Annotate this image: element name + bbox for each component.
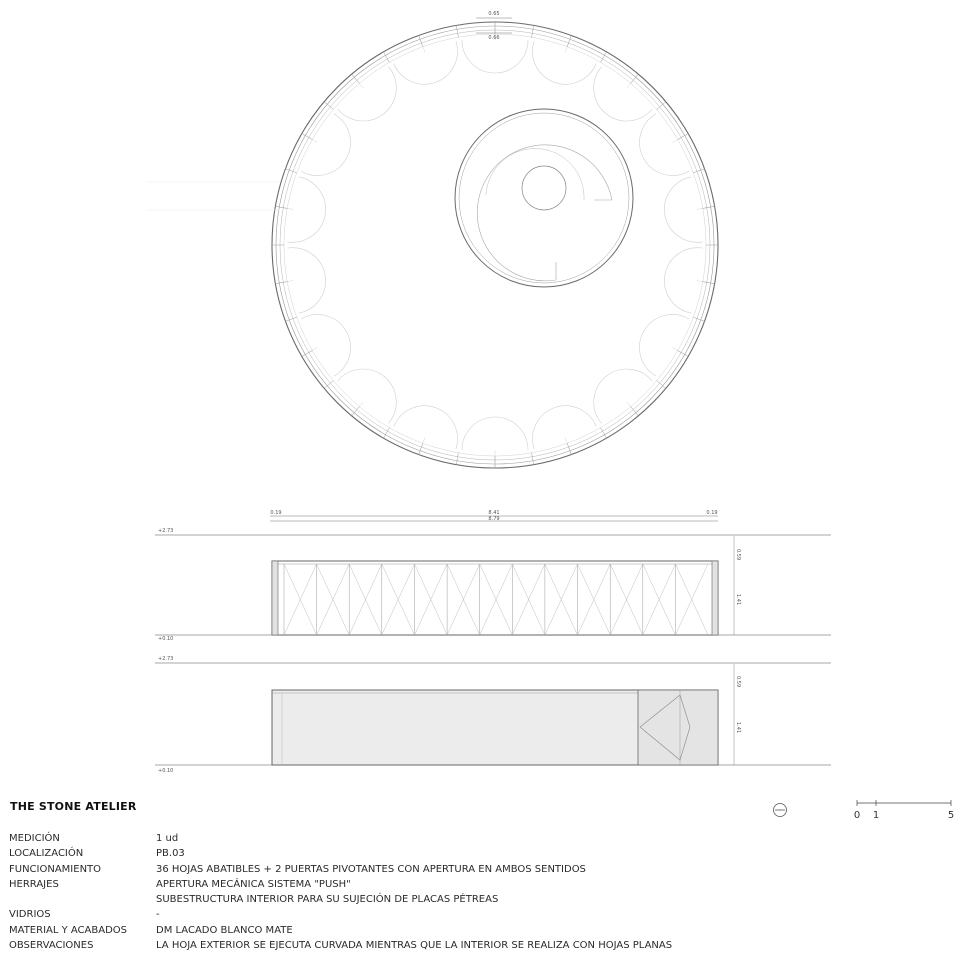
plan-dim-inner: 0.66 [488, 35, 500, 41]
door-swing-arc [533, 41, 597, 84]
scale-bar [854, 800, 954, 821]
spiral-stair [477, 145, 612, 281]
panel-joint [693, 317, 704, 321]
panel-joint [456, 453, 458, 465]
plan-dim-outer: 0.65 [488, 11, 500, 17]
spec-value: - [156, 909, 160, 921]
door-panels [284, 564, 708, 635]
spec-value: APERTURA MECÁNICA SISTEMA "PUSH" [156, 878, 351, 890]
spec-label: MATERIAL Y ACABADOS [9, 924, 128, 936]
spec-row-herrajes [9, 877, 672, 892]
stair-core [522, 166, 566, 210]
door-swing-arc [594, 67, 652, 121]
door-swing-arc [287, 248, 325, 313]
panel-bracing [578, 564, 611, 635]
panel-joint [419, 443, 423, 454]
spec-label: MEDICIÓN [9, 833, 60, 844]
panel-bracing [480, 564, 513, 635]
panel-bracing [512, 564, 545, 635]
spec-row-localizacion [9, 846, 672, 861]
panel-bracing [349, 564, 382, 635]
doors-frame [272, 561, 718, 635]
outer-wall-inner-line [276, 26, 714, 464]
frame-right-jamb [712, 561, 718, 635]
panel-joint [456, 25, 458, 37]
door-swing-arc [664, 177, 702, 242]
spec-value: 36 HOJAS ABATIBLES + 2 PUERTAS PIVOTANTES CON APERTURA EN AMBOS SENTIDOS [156, 863, 586, 875]
panel-bracing [610, 564, 643, 635]
north-arrow-icon [774, 804, 787, 817]
spec-row-herrajes-cont [9, 892, 672, 907]
panel-joint [419, 35, 423, 46]
spec-row-observaciones [9, 938, 672, 953]
top-level-label-2: +2.73 [158, 656, 174, 662]
spiral-stair-ends [556, 200, 612, 280]
panel-joint [532, 25, 534, 37]
panel-joint [567, 443, 571, 454]
door-swing-arc [338, 67, 396, 121]
door-leaf-ring [280, 30, 710, 460]
scale-label-0: 0 [853, 810, 861, 821]
panel-joint [275, 282, 287, 284]
scale-label-1: 1 [872, 810, 880, 821]
dim-center-width: 8.41 [488, 510, 500, 516]
panel-joint [703, 206, 715, 208]
panel-bracing [643, 564, 676, 635]
base-level-label-2: +0.10 [158, 768, 174, 774]
panel-bracing [545, 564, 578, 635]
project-title: THE STONE ATELIER [10, 800, 137, 813]
spec-value: PB.03 [156, 848, 185, 860]
spec-label: LOCALIZACIÓN [9, 848, 84, 860]
central-column-outer [455, 109, 633, 287]
dim-panel-height-2: 1.41 [735, 722, 741, 734]
door-swing-arc [462, 40, 528, 73]
door-swing-arc [394, 406, 458, 449]
spec-label: HERRAJES [9, 878, 59, 890]
dim-left-offset: 0.19 [270, 510, 282, 516]
spec-label: VIDRIOS [9, 909, 51, 921]
panel-joint [567, 35, 571, 46]
panel-joint [693, 169, 704, 173]
specification-table [9, 831, 672, 953]
door-swing-arc [287, 177, 325, 242]
panel-bracing [382, 564, 415, 635]
door-swing-arc [394, 41, 458, 84]
dim-right-offset: 0.19 [706, 510, 718, 516]
spec-row-medicion [9, 831, 672, 846]
panel-bracing [284, 564, 317, 635]
spec-label: FUNCIONAMIENTO [9, 863, 102, 875]
panel-joint [532, 453, 534, 465]
spec-value: SUBESTRUCTURA INTERIOR PARA SU SUJECIÓN DE PLACAS PÉTREAS [156, 894, 499, 906]
floor-plan [148, 11, 718, 468]
door-swing-arc [338, 369, 396, 423]
panel-bracing [675, 564, 708, 635]
panel-joint [703, 282, 715, 284]
spec-value: 1 ud [156, 833, 179, 844]
central-column-inner [459, 113, 629, 283]
dim-panel-height: 1.41 [735, 594, 741, 606]
panel-bracing [317, 564, 350, 635]
panel-bracing [447, 564, 480, 635]
top-level-label: +2.73 [158, 528, 174, 534]
panel-bracing [415, 564, 448, 635]
panel-joints [272, 22, 718, 468]
door-swing-arc [664, 248, 702, 313]
inner-leaf-ring [284, 34, 706, 456]
dim-total-width: 8.79 [488, 516, 500, 522]
scale-label-5: 5 [947, 810, 955, 821]
spec-value: DM LACADO BLANCO MATE [156, 924, 293, 936]
context-guides [148, 182, 280, 210]
panel-joint [275, 206, 287, 208]
door-swing-arc [533, 406, 597, 449]
frame-left-jamb [272, 561, 278, 635]
stair-tread-arc [486, 148, 584, 200]
outer-wall-ring [272, 22, 718, 468]
elevation-closed [155, 656, 831, 774]
dim-top-band-2: 0.59 [735, 676, 741, 688]
panel-joint [285, 317, 296, 321]
spec-label [9, 892, 156, 907]
spec-label: OBSERVACIONES [9, 940, 94, 952]
elevation-open [155, 510, 831, 642]
door-swing-arc [462, 417, 528, 450]
spec-row-vidrios [9, 907, 672, 922]
spec-row-material [9, 923, 672, 938]
panel-joint [285, 169, 296, 173]
spec-value: LA HOJA EXTERIOR SE EJECUTA CURVADA MIENTRAS QUE LA INTERIOR SE REALIZA CON HOJAS PLANAS [156, 940, 673, 952]
spec-row-funcionamiento [9, 862, 672, 877]
door-swing-arc [594, 369, 652, 423]
pivot-door [638, 690, 718, 765]
dim-top-band: 0.59 [735, 549, 741, 561]
base-level-label: +0.10 [158, 636, 174, 642]
